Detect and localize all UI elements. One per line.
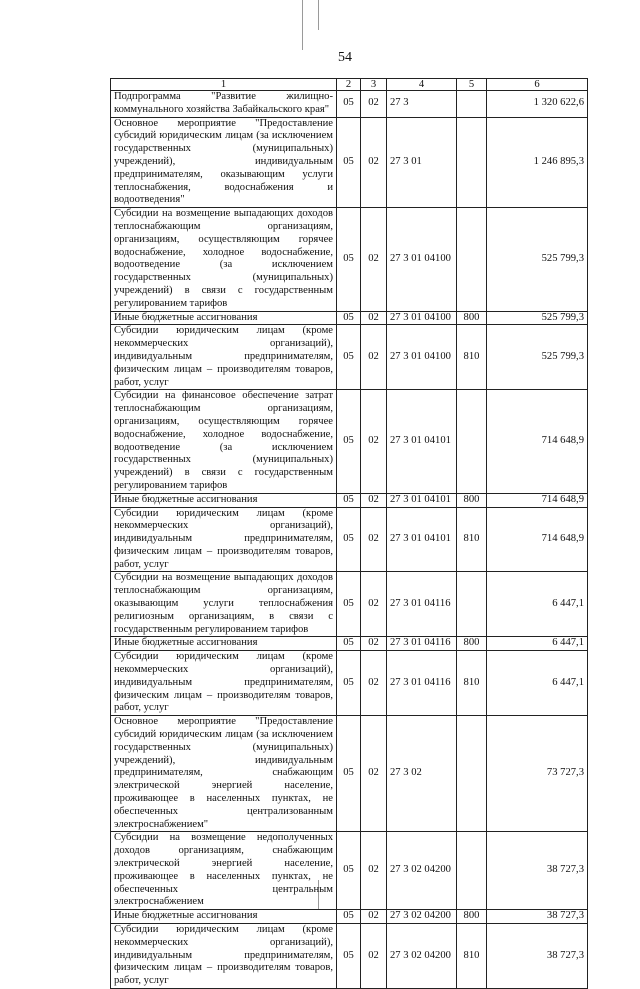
row-expense-type: 800 (457, 311, 487, 325)
row-subsection: 02 (361, 390, 387, 493)
row-section: 05 (337, 832, 361, 910)
row-subsection: 02 (361, 716, 387, 832)
table-body (111, 91, 588, 989)
row-target-code: 27 3 01 04100 (387, 311, 457, 325)
row-section: 05 (337, 716, 361, 832)
row-amount: 1 246 895,3 (487, 117, 588, 208)
row-subsection: 02 (361, 910, 387, 924)
row-section: 05 (337, 507, 361, 572)
header-col-3: 3 (361, 79, 387, 91)
row-target-code: 27 3 (387, 91, 457, 118)
row-expense-type: 810 (457, 507, 487, 572)
row-subsection: 02 (361, 208, 387, 311)
row-amount: 6 447,1 (487, 637, 588, 651)
row-subsection: 02 (361, 572, 387, 637)
row-expense-type: 810 (457, 924, 487, 989)
header-col-2: 2 (337, 79, 361, 91)
row-section: 05 (337, 390, 361, 493)
row-expense-type (457, 832, 487, 910)
row-expense-type: 800 (457, 493, 487, 507)
row-target-code: 27 3 01 04116 (387, 651, 457, 716)
row-subsection: 02 (361, 91, 387, 118)
row-section: 05 (337, 651, 361, 716)
row-amount: 38 727,3 (487, 910, 588, 924)
table-row (111, 390, 588, 493)
row-amount: 714 648,9 (487, 507, 588, 572)
table-row (111, 117, 588, 208)
row-expense-type (457, 390, 487, 493)
row-section: 05 (337, 637, 361, 651)
table-row (111, 507, 588, 572)
row-target-code: 27 3 02 04200 (387, 910, 457, 924)
row-amount: 38 727,3 (487, 924, 588, 989)
row-section: 05 (337, 924, 361, 989)
table-row (111, 637, 588, 651)
row-name: Иные бюджетные ассигнования (111, 637, 337, 651)
row-section: 05 (337, 910, 361, 924)
row-subsection: 02 (361, 493, 387, 507)
row-target-code: 27 3 01 04116 (387, 572, 457, 637)
row-section: 05 (337, 493, 361, 507)
row-target-code: 27 3 02 04200 (387, 832, 457, 910)
row-name: Субсидии на возмещение выпадающих доходов теплоснабжающим организациям, оказывающим услуги теплоснабжения религиозным организациям, в связи с государственным регулированием тарифов (111, 572, 337, 637)
table-row (111, 832, 588, 910)
row-expense-type: 800 (457, 637, 487, 651)
row-amount: 714 648,9 (487, 390, 588, 493)
row-expense-type (457, 117, 487, 208)
row-target-code: 27 3 01 04101 (387, 493, 457, 507)
row-amount: 6 447,1 (487, 572, 588, 637)
row-name: Субсидии на возмещение недополученных доходов организациям, снабжающим электрической энергией население, проживающее в населенных пунктах, не обеспеченных центральным электроснабжением (111, 832, 337, 910)
row-section: 05 (337, 325, 361, 390)
row-target-code: 27 3 01 04101 (387, 390, 457, 493)
row-expense-type: 810 (457, 325, 487, 390)
row-name: Иные бюджетные ассигнования (111, 910, 337, 924)
row-expense-type (457, 91, 487, 118)
row-name: Субсидии юридическим лицам (кроме некоммерческих организаций), индивидуальным предпринимателям, физическим лицам – производителям товаров, работ, услуг (111, 325, 337, 390)
table-row (111, 91, 588, 118)
header-col-4: 4 (387, 79, 457, 91)
row-section: 05 (337, 311, 361, 325)
row-subsection: 02 (361, 924, 387, 989)
scan-line-top (302, 0, 303, 50)
table-row (111, 311, 588, 325)
table-row (111, 493, 588, 507)
row-subsection: 02 (361, 325, 387, 390)
row-target-code: 27 3 01 04100 (387, 325, 457, 390)
table-row (111, 325, 588, 390)
header-col-5: 5 (457, 79, 487, 91)
row-name: Субсидии юридическим лицам (кроме некоммерческих организаций), индивидуальным предпринимателям, физическим лицам – производителям товаров, работ, услуг (111, 924, 337, 989)
row-subsection: 02 (361, 117, 387, 208)
row-subsection: 02 (361, 311, 387, 325)
row-target-code: 27 3 01 04116 (387, 637, 457, 651)
row-amount: 1 320 622,6 (487, 91, 588, 118)
header-col-1: 1 (111, 79, 337, 91)
row-expense-type (457, 208, 487, 311)
row-target-code: 27 3 01 (387, 117, 457, 208)
row-name: Субсидии на финансовое обеспечение затрат теплоснабжающим организациям, организациям, осуществляющим горячее водоснабжение, холодное водоснабжение, водоотведение (за исключением государственных (муниципальных) учреждений) в связи с государственным регулированием тарифов (111, 390, 337, 493)
row-name: Субсидии на возмещение выпадающих доходов теплоснабжающим организациям, организациям, осуществляющим горячее водоснабжение, холодное водоснабжение, водоотведение (за исключением государственных (муниципальных) учреждений) в связи с государственным регулированием тарифов (111, 208, 337, 311)
row-section: 05 (337, 117, 361, 208)
row-amount: 714 648,9 (487, 493, 588, 507)
row-subsection: 02 (361, 637, 387, 651)
row-amount: 525 799,3 (487, 325, 588, 390)
row-amount: 525 799,3 (487, 208, 588, 311)
row-name: Иные бюджетные ассигнования (111, 493, 337, 507)
table-row (111, 572, 588, 637)
table-row (111, 651, 588, 716)
row-name: Основное мероприятие "Предоставление субсидий юридическим лицам (за исключением государственных (муниципальных) учреждений), индивидуальным предпринимателям, оказывающим услуги теплоснабжения, водоснабжения и водоотведения" (111, 117, 337, 208)
row-amount: 6 447,1 (487, 651, 588, 716)
row-target-code: 27 3 01 04100 (387, 208, 457, 311)
row-name: Субсидии юридическим лицам (кроме некоммерческих организаций), индивидуальным предпринимателям, физическим лицам – производителям товаров, работ, услуг (111, 651, 337, 716)
table-row (111, 910, 588, 924)
row-subsection: 02 (361, 832, 387, 910)
budget-table (110, 78, 588, 989)
row-section: 05 (337, 91, 361, 118)
row-expense-type (457, 716, 487, 832)
row-amount: 525 799,3 (487, 311, 588, 325)
row-amount: 38 727,3 (487, 832, 588, 910)
row-expense-type: 800 (457, 910, 487, 924)
table-row (111, 924, 588, 989)
row-amount: 73 727,3 (487, 716, 588, 832)
row-expense-type: 810 (457, 651, 487, 716)
row-section: 05 (337, 208, 361, 311)
row-name: Подпрограмма "Развитие жилищно-коммунального хозяйства Забайкальского края" (111, 91, 337, 118)
row-expense-type (457, 572, 487, 637)
row-name: Иные бюджетные ассигнования (111, 311, 337, 325)
row-target-code: 27 3 01 04101 (387, 507, 457, 572)
header-col-6: 6 (487, 79, 588, 91)
row-subsection: 02 (361, 507, 387, 572)
table-row (111, 716, 588, 832)
row-target-code: 27 3 02 04200 (387, 924, 457, 989)
row-name: Основное мероприятие "Предоставление субсидий юридическим лицам (за исключением государственных (муниципальных) учреждений), индивидуальным предпринимателям, снабжающим электрической энергией население, проживающее в населенных пунктах, не обеспеченных централизованным электроснабжением" (111, 716, 337, 832)
table-header-row (111, 79, 588, 91)
row-section: 05 (337, 572, 361, 637)
scan-line-top-right (318, 0, 319, 30)
table-row (111, 208, 588, 311)
row-target-code: 27 3 02 (387, 716, 457, 832)
row-subsection: 02 (361, 651, 387, 716)
row-name: Субсидии юридическим лицам (кроме некоммерческих организаций), индивидуальным предпринимателям, физическим лицам – производителям товаров, работ, услуг (111, 507, 337, 572)
page-number: 54 (338, 50, 352, 65)
